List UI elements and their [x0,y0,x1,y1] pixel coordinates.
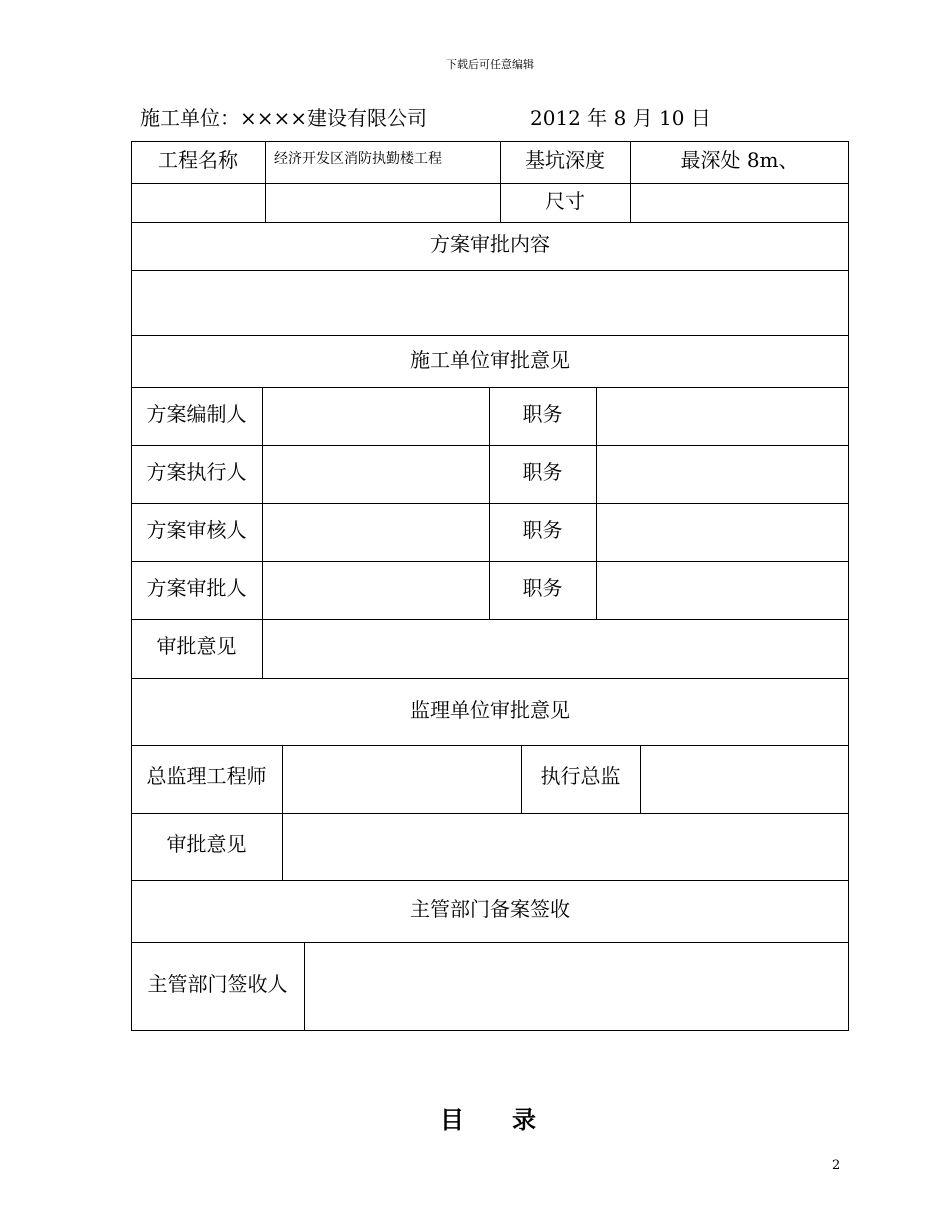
pit-depth-value: 最深处 8m、 [680,147,799,172]
plan-compiler-label: 方案编制人 [146,401,247,426]
project-name-label: 工程名称 [158,147,238,172]
supervision-opinion-label: 审批意见 [166,831,247,856]
column-divider [640,745,641,813]
job-title-label: 职务 [522,517,563,542]
plan-approval-content-heading: 方案审批内容 [430,231,550,256]
column-divider [265,141,266,222]
job-title-label: 职务 [522,575,563,600]
job-title-label: 职务 [522,401,563,426]
pit-depth-label: 基坑深度 [525,147,605,172]
row-divider [131,183,849,184]
size-label: 尺寸 [545,188,585,213]
construction-approval-heading: 施工单位审批意见 [410,347,570,372]
column-divider [262,387,263,678]
plan-executor-label: 方案执行人 [146,459,247,484]
executive-supervisor-label: 执行总监 [540,763,621,788]
column-divider [282,745,283,880]
approval-opinion-label: 审批意见 [156,633,237,658]
project-name-value: 经济开发区消防执勤楼工程 [274,151,442,167]
construction-company: 施工单位：××××建设有限公司 [140,106,428,130]
page-number: 2 [832,1158,841,1173]
plan-reviewer-label: 方案审核人 [146,517,247,542]
report-date: 2012 年 8 月 10 日 [530,106,711,130]
supervision-approval-heading: 监理单位审批意见 [410,697,570,722]
job-title-label: 职务 [522,459,563,484]
header-note: 下载后可任意编辑 [446,58,534,71]
chief-supervisor-label: 总监理工程师 [146,763,267,788]
authority-receiver-label: 主管部门签收人 [147,971,288,996]
plan-approver-label: 方案审批人 [146,575,247,600]
authority-filing-heading: 主管部门备案签收 [410,896,570,921]
row-divider [131,270,849,271]
column-divider [304,942,305,1031]
table-of-contents-title: 目 录 [440,1105,536,1134]
column-divider [596,387,597,619]
